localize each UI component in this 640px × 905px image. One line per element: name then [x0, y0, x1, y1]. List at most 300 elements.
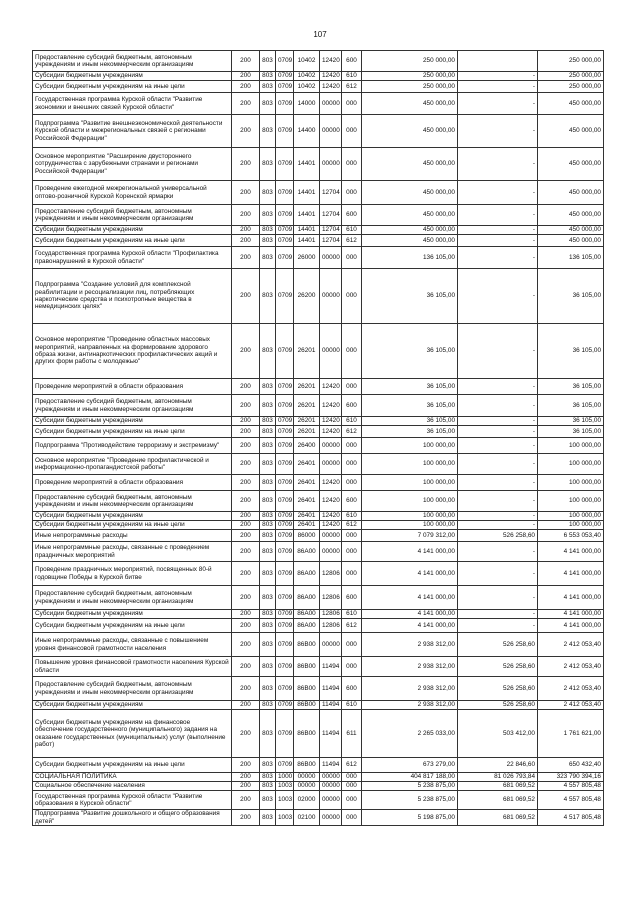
type-code: 000: [342, 324, 362, 379]
amount-regional: 6 553 053,40: [538, 530, 604, 542]
table-row: [33, 247, 604, 269]
type-code: 000: [342, 247, 362, 269]
section-code: 0709: [276, 438, 294, 454]
program-code: 14401: [294, 205, 320, 226]
amount-federal: -: [458, 521, 538, 530]
section-code: 0709: [276, 417, 294, 426]
section-code: 1000: [276, 773, 294, 782]
section-code: 0709: [276, 93, 294, 115]
amount-federal: -: [458, 269, 538, 324]
section-code: 0709: [276, 521, 294, 530]
amount-federal: -: [458, 512, 538, 521]
amount-regional: 250 000,00: [538, 51, 604, 72]
ministry-code: 803: [260, 619, 276, 633]
direction-code: 00000: [320, 115, 342, 148]
amount-federal: -: [458, 226, 538, 235]
section-code: 0709: [276, 235, 294, 247]
amount-federal: -: [458, 395, 538, 417]
section-code: 0709: [276, 633, 294, 657]
amount-total: 5 238 875,00: [362, 791, 458, 810]
row-name: Субсидии бюджетным учреждениям на иные цели: [33, 521, 232, 530]
amount-total: 404 817 188,00: [362, 773, 458, 782]
direction-code: 00000: [320, 438, 342, 454]
amount-regional: 250 000,00: [538, 81, 604, 93]
program-code: 26201: [294, 395, 320, 417]
direction-code: 12806: [320, 619, 342, 633]
amount-regional: 4 141 000,00: [538, 619, 604, 633]
ministry-code: 803: [260, 521, 276, 530]
section-code: 0709: [276, 181, 294, 205]
grp-code: 200: [232, 562, 260, 586]
direction-code: 12420: [320, 512, 342, 521]
amount-total: 100 000,00: [362, 438, 458, 454]
section-code: 0709: [276, 657, 294, 677]
amount-federal: -: [458, 93, 538, 115]
amount-regional: 450 000,00: [538, 115, 604, 148]
table-row: [33, 51, 604, 72]
amount-federal: 526 258,60: [458, 530, 538, 542]
direction-code: 11494: [320, 758, 342, 773]
section-code: 0709: [276, 247, 294, 269]
amount-total: 4 141 000,00: [362, 562, 458, 586]
section-code: 0709: [276, 81, 294, 93]
direction-code: 12806: [320, 610, 342, 619]
section-code: 0709: [276, 324, 294, 379]
direction-code: 00000: [320, 269, 342, 324]
direction-code: 12704: [320, 235, 342, 247]
ministry-code: 803: [260, 758, 276, 773]
amount-regional: 36 105,00: [538, 395, 604, 417]
type-code: 610: [342, 226, 362, 235]
ministry-code: 803: [260, 562, 276, 586]
amount-regional: 100 000,00: [538, 521, 604, 530]
table-row: [33, 633, 604, 657]
program-code: 26000: [294, 247, 320, 269]
amount-federal: 22 846,60: [458, 758, 538, 773]
program-code: 86A00: [294, 586, 320, 610]
row-name: Субсидии бюджетным учреждениям: [33, 226, 232, 235]
table-row: [33, 791, 604, 810]
ministry-code: 803: [260, 247, 276, 269]
type-code: 600: [342, 205, 362, 226]
table-row: [33, 81, 604, 93]
type-code: 000: [342, 542, 362, 562]
row-name: СОЦИАЛЬНАЯ ПОЛИТИКА: [33, 773, 232, 782]
type-code: 611: [342, 710, 362, 758]
row-name: Предоставление субсидий бюджетным, автономным учреждениям и иным некоммерческим организациям: [33, 205, 232, 226]
type-code: 610: [342, 72, 362, 81]
amount-total: 5 198 875,00: [362, 810, 458, 826]
amount-regional: 100 000,00: [538, 491, 604, 512]
program-code: 86A00: [294, 562, 320, 586]
amount-regional: 100 000,00: [538, 454, 604, 475]
ministry-code: 803: [260, 81, 276, 93]
program-code: 14401: [294, 181, 320, 205]
section-code: 0709: [276, 426, 294, 438]
amount-total: 450 000,00: [362, 205, 458, 226]
ministry-code: 803: [260, 395, 276, 417]
ministry-code: 803: [260, 810, 276, 826]
direction-code: 00000: [320, 93, 342, 115]
amount-total: 100 000,00: [362, 491, 458, 512]
direction-code: 12420: [320, 51, 342, 72]
row-name: Предоставление субсидий бюджетным, автономным учреждениям и иным некоммерческим организациям: [33, 677, 232, 701]
table-row: [33, 610, 604, 619]
type-code: 000: [342, 657, 362, 677]
direction-code: 12806: [320, 562, 342, 586]
ministry-code: 803: [260, 324, 276, 379]
program-code: 14401: [294, 148, 320, 181]
section-code: 0709: [276, 701, 294, 710]
amount-total: 2 938 312,00: [362, 677, 458, 701]
amount-regional: 4 141 000,00: [538, 542, 604, 562]
type-code: 610: [342, 701, 362, 710]
amount-total: 5 238 875,00: [362, 782, 458, 791]
amount-federal: -: [458, 542, 538, 562]
table-row: [33, 677, 604, 701]
amount-total: 2 265 033,00: [362, 710, 458, 758]
section-code: 0709: [276, 475, 294, 491]
ministry-code: 803: [260, 610, 276, 619]
grp-code: 200: [232, 758, 260, 773]
direction-code: 12420: [320, 395, 342, 417]
program-code: 02000: [294, 791, 320, 810]
row-name: Государственная программа Курской области "Развитие экономики и внешних связей Курской области": [33, 93, 232, 115]
amount-regional: 250 000,00: [538, 72, 604, 81]
section-code: 0709: [276, 491, 294, 512]
program-code: 14400: [294, 115, 320, 148]
amount-regional: 450 000,00: [538, 235, 604, 247]
amount-total: 36 105,00: [362, 269, 458, 324]
section-code: 0709: [276, 379, 294, 395]
amount-total: 36 105,00: [362, 426, 458, 438]
row-name: Субсидии бюджетным учреждениям: [33, 72, 232, 81]
direction-code: 12420: [320, 417, 342, 426]
amount-regional: 36 105,00: [538, 417, 604, 426]
row-name: Проведение праздничных мероприятий, посвященных 80-й годовщине Победы в Курской битве: [33, 562, 232, 586]
table-row: [33, 542, 604, 562]
program-code: 86A00: [294, 542, 320, 562]
grp-code: 200: [232, 148, 260, 181]
program-code: 26201: [294, 324, 320, 379]
row-name: Государственная программа Курской области "Профилактика правонарушений в Курской области": [33, 247, 232, 269]
row-name: Предоставление субсидий бюджетным, автономным учреждениям и иным некоммерческим организациям: [33, 586, 232, 610]
type-code: 610: [342, 512, 362, 521]
grp-code: 200: [232, 93, 260, 115]
section-code: 0709: [276, 530, 294, 542]
section-code: 0709: [276, 677, 294, 701]
amount-total: 450 000,00: [362, 235, 458, 247]
amount-federal: -: [458, 454, 538, 475]
ministry-code: 803: [260, 586, 276, 610]
budget-table: [32, 50, 604, 826]
direction-code: 00000: [320, 247, 342, 269]
amount-federal: 526 258,60: [458, 677, 538, 701]
amount-regional: 450 000,00: [538, 148, 604, 181]
row-name: Подпрограмма "Развитие дошкольного и общего образования детей": [33, 810, 232, 826]
amount-total: 136 105,00: [362, 247, 458, 269]
direction-code: 00000: [320, 791, 342, 810]
table-row: [33, 93, 604, 115]
program-code: 14401: [294, 235, 320, 247]
table-row: [33, 72, 604, 81]
direction-code: 12806: [320, 586, 342, 610]
type-code: 600: [342, 677, 362, 701]
direction-code: 11494: [320, 657, 342, 677]
amount-federal: 526 258,60: [458, 701, 538, 710]
amount-federal: 681 069,52: [458, 782, 538, 791]
grp-code: 200: [232, 810, 260, 826]
amount-total: 450 000,00: [362, 148, 458, 181]
direction-code: 11494: [320, 677, 342, 701]
ministry-code: 803: [260, 782, 276, 791]
grp-code: 200: [232, 491, 260, 512]
grp-code: 200: [232, 773, 260, 782]
direction-code: 12420: [320, 491, 342, 512]
grp-code: 200: [232, 454, 260, 475]
program-code: 14401: [294, 226, 320, 235]
direction-code: 12704: [320, 205, 342, 226]
amount-federal: -: [458, 81, 538, 93]
amount-federal: 503 412,00: [458, 710, 538, 758]
grp-code: 200: [232, 512, 260, 521]
row-name: Предоставление субсидий бюджетным, автономным учреждениям и иным некоммерческим организациям: [33, 395, 232, 417]
table-row: [33, 491, 604, 512]
program-code: 00000: [294, 773, 320, 782]
row-name: Проведение мероприятий в области образования: [33, 475, 232, 491]
type-code: 000: [342, 633, 362, 657]
amount-total: 450 000,00: [362, 93, 458, 115]
amount-federal: -: [458, 426, 538, 438]
program-code: 86A00: [294, 610, 320, 619]
ministry-code: 803: [260, 633, 276, 657]
grp-code: 200: [232, 72, 260, 81]
direction-code: 12420: [320, 475, 342, 491]
type-code: 000: [342, 379, 362, 395]
ministry-code: 803: [260, 72, 276, 81]
row-name: Субсидии бюджетным учреждениям: [33, 417, 232, 426]
type-code: 000: [342, 530, 362, 542]
section-code: 0709: [276, 512, 294, 521]
amount-regional: 36 105,00: [538, 426, 604, 438]
section-code: 0709: [276, 619, 294, 633]
type-code: 000: [342, 269, 362, 324]
ministry-code: 803: [260, 417, 276, 426]
table-row: [33, 782, 604, 791]
amount-federal: -: [458, 379, 538, 395]
type-code: 000: [342, 475, 362, 491]
ministry-code: 803: [260, 226, 276, 235]
row-name: Основное мероприятие "Проведение областных массовых мероприятий, направленных на формирование здорового образа жизни, антинаркотических профилактических акций и других форм работы с молодежью": [33, 324, 232, 379]
amount-regional: 4 141 000,00: [538, 562, 604, 586]
program-code: 10402: [294, 72, 320, 81]
direction-code: 12420: [320, 521, 342, 530]
amount-total: 36 105,00: [362, 379, 458, 395]
section-code: 0709: [276, 115, 294, 148]
amount-federal: -: [458, 324, 538, 379]
grp-code: 200: [232, 521, 260, 530]
direction-code: 12420: [320, 72, 342, 81]
table-row: [33, 521, 604, 530]
row-name: Подпрограмма "Создание условий для комплексной реабилитации и ресоциализации лиц, потребляющих наркотические средства и психотропные вещества в немедицинских целях": [33, 269, 232, 324]
amount-regional: 136 105,00: [538, 247, 604, 269]
grp-code: 200: [232, 710, 260, 758]
program-code: 86B00: [294, 710, 320, 758]
type-code: 612: [342, 235, 362, 247]
amount-federal: -: [458, 205, 538, 226]
ministry-code: 803: [260, 379, 276, 395]
grp-code: 200: [232, 782, 260, 791]
ministry-code: 803: [260, 475, 276, 491]
table-row: [33, 530, 604, 542]
table-row: [33, 426, 604, 438]
row-name: Проведение мероприятий в области образования: [33, 379, 232, 395]
amount-regional: 36 105,00: [538, 379, 604, 395]
row-name: Предоставление субсидий бюджетным, автономным учреждениям и иным некоммерческим организациям: [33, 51, 232, 72]
amount-federal: -: [458, 475, 538, 491]
row-name: Иные непрограммные расходы, связанные с повышением уровня финансовой грамотности населения: [33, 633, 232, 657]
row-name: Субсидии бюджетным учреждениям на иные цели: [33, 235, 232, 247]
amount-regional: 450 000,00: [538, 181, 604, 205]
amount-total: 100 000,00: [362, 512, 458, 521]
table-row: [33, 324, 604, 379]
page-number: 107: [313, 30, 327, 39]
row-name: Субсидии бюджетным учреждениям на финансовое обеспечение государственного (муниципального) задания на оказание государственных (муниципальных) услуг (выполнение работ): [33, 710, 232, 758]
direction-code: 11494: [320, 701, 342, 710]
amount-regional: 650 432,40: [538, 758, 604, 773]
table-row: [33, 269, 604, 324]
ministry-code: 803: [260, 512, 276, 521]
grp-code: 200: [232, 247, 260, 269]
table-row: [33, 395, 604, 417]
type-code: 000: [342, 181, 362, 205]
program-code: 86A00: [294, 619, 320, 633]
program-code: 10402: [294, 51, 320, 72]
type-code: 610: [342, 417, 362, 426]
ministry-code: 803: [260, 710, 276, 758]
table-row: [33, 619, 604, 633]
amount-federal: -: [458, 247, 538, 269]
amount-total: 36 105,00: [362, 417, 458, 426]
direction-code: 12420: [320, 426, 342, 438]
table-row: [33, 773, 604, 782]
ministry-code: 803: [260, 491, 276, 512]
amount-federal: 681 069,52: [458, 810, 538, 826]
amount-total: 100 000,00: [362, 521, 458, 530]
table-row: [33, 758, 604, 773]
table-row: [33, 454, 604, 475]
section-code: 0709: [276, 710, 294, 758]
ministry-code: 803: [260, 148, 276, 181]
amount-total: 450 000,00: [362, 181, 458, 205]
grp-code: 200: [232, 269, 260, 324]
program-code: 86B00: [294, 758, 320, 773]
type-code: 000: [342, 148, 362, 181]
grp-code: 200: [232, 542, 260, 562]
amount-regional: 1 761 621,00: [538, 710, 604, 758]
amount-federal: [458, 51, 538, 72]
amount-total: 2 938 312,00: [362, 701, 458, 710]
program-code: 86B00: [294, 657, 320, 677]
grp-code: 200: [232, 633, 260, 657]
amount-total: 2 938 312,00: [362, 657, 458, 677]
amount-federal: -: [458, 72, 538, 81]
program-code: 00000: [294, 782, 320, 791]
section-code: 1003: [276, 782, 294, 791]
ministry-code: 803: [260, 438, 276, 454]
grp-code: 200: [232, 379, 260, 395]
grp-code: 200: [232, 181, 260, 205]
amount-federal: -: [458, 438, 538, 454]
program-code: 26201: [294, 426, 320, 438]
amount-total: 250 000,00: [362, 51, 458, 72]
type-code: 000: [342, 773, 362, 782]
type-code: 000: [342, 115, 362, 148]
amount-federal: -: [458, 417, 538, 426]
amount-federal: -: [458, 610, 538, 619]
type-code: 612: [342, 81, 362, 93]
row-name: Субсидии бюджетным учреждениям на иные цели: [33, 426, 232, 438]
section-code: 0709: [276, 148, 294, 181]
amount-federal: -: [458, 181, 538, 205]
row-name: Основное мероприятие "Проведение профилактической и информационно-пропагандистской работы": [33, 454, 232, 475]
grp-code: 200: [232, 426, 260, 438]
type-code: 610: [342, 610, 362, 619]
direction-code: 00000: [320, 530, 342, 542]
row-name: Субсидии бюджетным учреждениям: [33, 610, 232, 619]
section-code: 0709: [276, 586, 294, 610]
amount-federal: -: [458, 491, 538, 512]
grp-code: 200: [232, 619, 260, 633]
program-code: 26201: [294, 417, 320, 426]
ministry-code: 803: [260, 657, 276, 677]
grp-code: 200: [232, 791, 260, 810]
amount-total: 250 000,00: [362, 72, 458, 81]
grp-code: 200: [232, 610, 260, 619]
program-code: 26400: [294, 438, 320, 454]
type-code: 612: [342, 758, 362, 773]
amount-total: 450 000,00: [362, 115, 458, 148]
amount-regional: 100 000,00: [538, 438, 604, 454]
table-row: [33, 701, 604, 710]
amount-regional: 4 141 000,00: [538, 610, 604, 619]
type-code: 000: [342, 454, 362, 475]
amount-total: 4 141 000,00: [362, 586, 458, 610]
grp-code: 200: [232, 81, 260, 93]
ministry-code: 803: [260, 426, 276, 438]
row-name: Субсидии бюджетным учреждениям на иные цели: [33, 758, 232, 773]
row-name: Подпрограмма "Развитие внешнеэкономической деятельности Курской области и межрегиональных связей с регионами Российской Федерации": [33, 115, 232, 148]
type-code: 612: [342, 619, 362, 633]
direction-code: 11494: [320, 710, 342, 758]
table-row: [33, 810, 604, 826]
grp-code: 200: [232, 657, 260, 677]
ministry-code: 803: [260, 530, 276, 542]
amount-regional: 100 000,00: [538, 512, 604, 521]
type-code: 000: [342, 791, 362, 810]
amount-regional: 450 000,00: [538, 226, 604, 235]
amount-total: 36 105,00: [362, 395, 458, 417]
table-row: [33, 657, 604, 677]
amount-federal: 526 258,60: [458, 633, 538, 657]
amount-regional: 2 412 053,40: [538, 657, 604, 677]
table-row: [33, 710, 604, 758]
ministry-code: 803: [260, 205, 276, 226]
amount-federal: -: [458, 562, 538, 586]
direction-code: 12420: [320, 81, 342, 93]
ministry-code: 803: [260, 235, 276, 247]
ministry-code: 803: [260, 454, 276, 475]
